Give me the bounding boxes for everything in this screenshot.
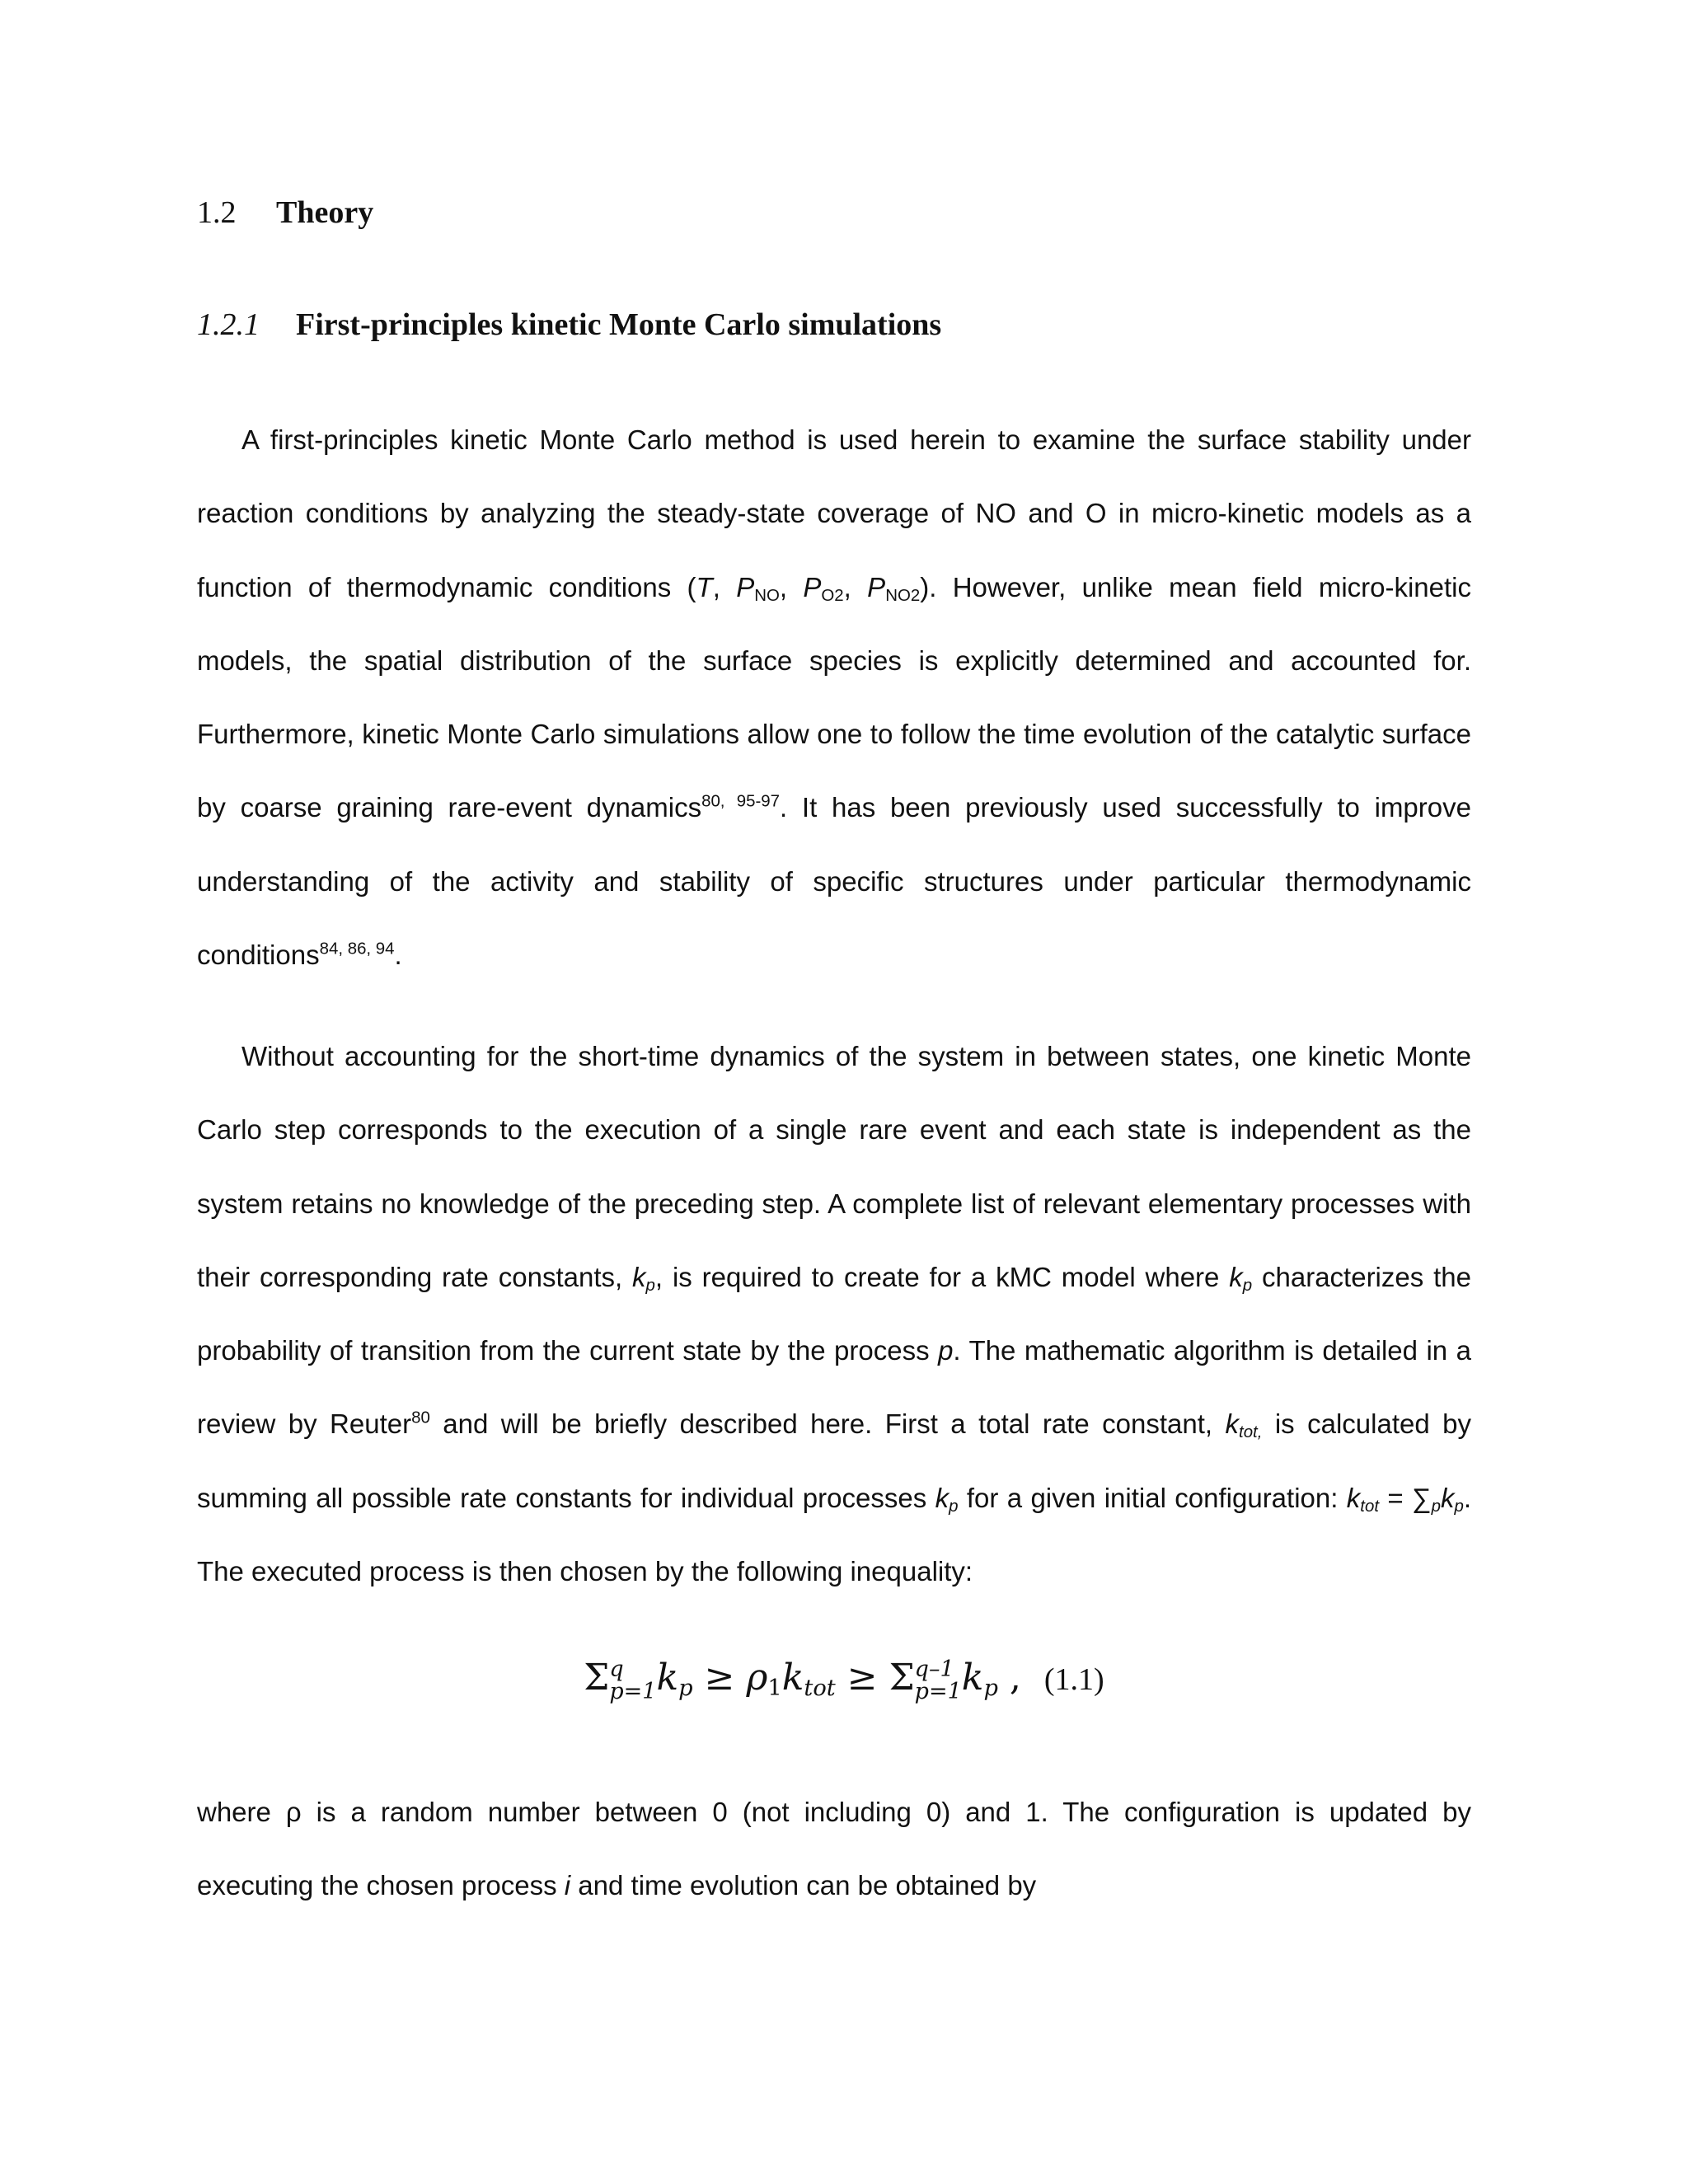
paragraph-kmc-algorithm: Without accounting for the short-time dynamics of the system in between states, one kinetic Monte Carlo step corresponds to the execution of a single rare event and each state is independent as the system retains no knowledge of the preceding step. A complete list of relevant elementary processes with their corresponding rate constants, $k_p$, is required to create for a kMC model where $k_p$ characterizes the probability of transition from the current state by the process p. The mathematic algorithm is detailed in a review by Reuter$^{80}$ and will be briefly described here. First a total rate constant, $k_{tot,}$ is calculated by summing all possible rate constants for individual processes $k_p$ for a given initial configuration: $k_{tot} = \sum_pk_p$. The executed process is then chosen by the following inequality: [197, 1041, 1471, 1587]
citation: 80, 95-97 [701, 791, 781, 811]
equation-1-1: Σ q p=1 $k_p \ge \rho_1k_{tot} \ge \Sigma$ q–1 p=1 $k_p$ , (1.1) [584, 1656, 1104, 1704]
paragraph-configuration-update: where ρ is a random number between 0 (not including 0) and 1. The configuration is updated by executing the chosen process i and time evolution can be obtained by [197, 1797, 1471, 1901]
section-title: Theory [276, 195, 374, 230]
citation: 84, 86, 94 [319, 939, 395, 958]
subsection-heading [197, 307, 941, 343]
equation-number: (1.1) [1043, 1662, 1104, 1697]
section-heading [197, 194, 373, 231]
section-number: 1.2 [197, 195, 237, 230]
subsection-title: First-principles kinetic Monte Carlo simulations [296, 307, 942, 342]
paragraph-kmc-intro: A first-principles kinetic Monte Carlo method is used herein to examine the surface stability under reaction conditions by analyzing the steady-state coverage of NO and O in micro-kinetic models as a function of thermodynamic conditions (T, $P_{NO}$, $P_{O2}$, $P_{NO2}$). However, unlike mean field micro-kinetic models, the spatial distribution of the surface species is explicitly determined and accounted for. Furthermore, kinetic Monte Carlo simulations allow one to follow the time evolution of the catalytic surface by coarse graining rare-event dynamics$^{80, 95-97}$. It has been previously used successfully to improve understanding of the activity and stability of specific structures under particular thermodynamic conditions$^{84, 86, 94}$. [197, 424, 1472, 971]
citation: 80 [411, 1408, 430, 1427]
subsection-number: 1.2.1 [197, 307, 260, 342]
